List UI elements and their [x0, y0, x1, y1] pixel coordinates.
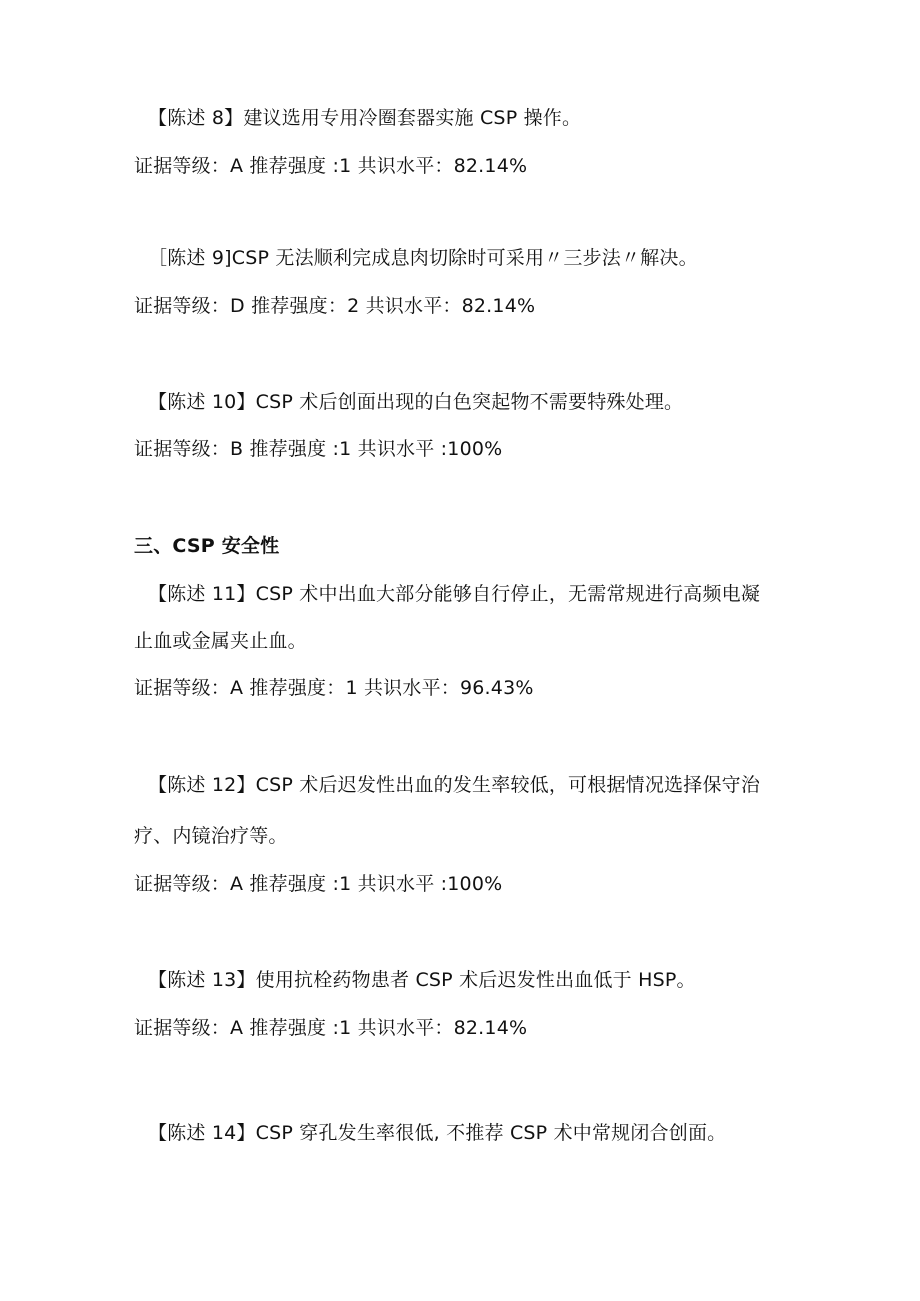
statement-8: 【陈述 8】建议选用专用冷圈套器实施 CSP 操作。 [148, 107, 582, 129]
statement-11-line-1: 【陈述 11】CSP 术中出血大部分能够自行停止，无需常规进行高频电凝 [148, 583, 761, 605]
statement-13: 【陈述 13】使用抗栓药物患者 CSP 术后迟发性出血低于 HSP。 [148, 969, 696, 991]
evidence-level-10: 证据等级：B 推荐强度 :1 共识水平 :100% [134, 438, 503, 460]
evidence-level-8: 证据等级：A 推荐强度 :1 共识水平：82.14% [134, 155, 528, 177]
statement-12-line-2: 疗、内镜治疗等。 [134, 825, 288, 847]
section-heading-csp-safety: 三、CSP 安全性 [134, 535, 280, 557]
evidence-level-9: 证据等级：D 推荐强度：2 共识水平：82.14% [134, 295, 536, 317]
statement-9: ［陈述 9]CSP 无法顺利完成息肉切除时可采用〃三步法〃解决。 [148, 247, 698, 269]
statement-12-line-1: 【陈述 12】CSP 术后迟发性出血的发生率较低，可根据情况选择保守治 [148, 774, 761, 796]
statement-14: 【陈述 14】CSP 穿孔发生率很低, 不推荐 CSP 术中常规闭合创面。 [148, 1122, 727, 1144]
evidence-level-13: 证据等级：A 推荐强度 :1 共识水平：82.14% [134, 1017, 528, 1039]
evidence-level-12: 证据等级：A 推荐强度 :1 共识水平 :100% [134, 873, 503, 895]
evidence-level-11: 证据等级：A 推荐强度：1 共识水平：96.43% [134, 677, 534, 699]
statement-11-line-2: 止血或金属夹止血。 [134, 630, 307, 652]
statement-10: 【陈述 10】CSP 术后创面出现的白色突起物不需要特殊处理。 [148, 391, 684, 413]
